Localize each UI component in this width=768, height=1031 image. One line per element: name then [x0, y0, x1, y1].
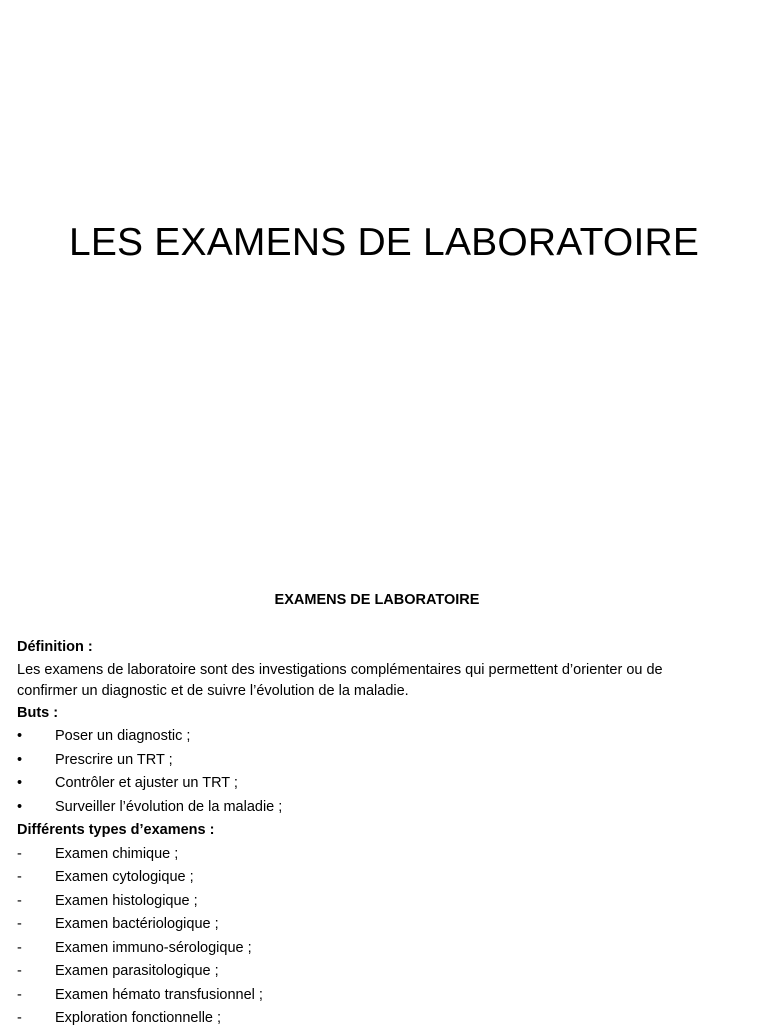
definition-text: Les examens de laboratoire sont des investigations complémentaires qui permettent d’orienter ou de confirmer un diagnostic et de suivre l’évolution de la maladie. [17, 661, 663, 699]
dash-marker: - [17, 845, 22, 862]
types-label: Différents types d’examens : [17, 822, 215, 838]
list-item-text: Exploration fonctionnelle ; [55, 1010, 222, 1026]
list-item-text: Poser un diagnostic ; [55, 728, 191, 744]
list-item-text: Contrôler et ajuster un TRT ; [55, 775, 238, 791]
dash-marker: - [17, 1010, 22, 1026]
goals-list [17, 725, 717, 819]
dash-marker: - [17, 892, 22, 909]
dash-marker: - [17, 986, 22, 1003]
slide-title: LES EXAMENS DE LABORATOIRE [68, 221, 700, 264]
list-item-text: Examen parasitologique ; [55, 963, 219, 979]
list-item [17, 960, 717, 984]
list-item [17, 843, 717, 867]
list-item-text: Examen chimique ; [55, 845, 179, 862]
list-item-text: Prescrire un TRT ; [55, 751, 173, 768]
list-item [17, 1007, 717, 1031]
list-item [17, 772, 717, 796]
dash-marker: - [17, 939, 22, 956]
list-item [17, 749, 717, 773]
list-item-text: Examen bactériologique ; [55, 916, 219, 932]
document-heading: EXAMENS DE LABORATOIRE [274, 592, 480, 608]
list-item-text: Surveiller l’évolution de la maladie ; [55, 798, 283, 815]
list-item [17, 937, 717, 961]
list-item-text: Examen hémato transfusionnel ; [55, 986, 263, 1003]
dash-marker: - [17, 869, 22, 885]
document-body [17, 588, 717, 1031]
list-item [17, 913, 717, 937]
list-item [17, 984, 717, 1008]
definition-label: Définition : [17, 639, 93, 655]
list-item [17, 866, 717, 890]
list-item-text: Examen immuno-sérologique ; [55, 939, 252, 956]
list-item-text: Examen histologique ; [55, 892, 198, 909]
dash-marker: - [17, 916, 22, 932]
dash-marker: - [17, 963, 22, 979]
bullet-marker: • [17, 798, 23, 815]
bullet-marker: • [17, 751, 23, 768]
bullet-marker: • [17, 728, 23, 744]
list-item [17, 890, 717, 914]
list-item [17, 796, 717, 820]
types-list [17, 843, 717, 1031]
goals-label: Buts : [17, 704, 59, 721]
bullet-marker: • [17, 775, 23, 791]
list-item [17, 725, 717, 749]
list-item-text: Examen cytologique ; [55, 869, 194, 885]
